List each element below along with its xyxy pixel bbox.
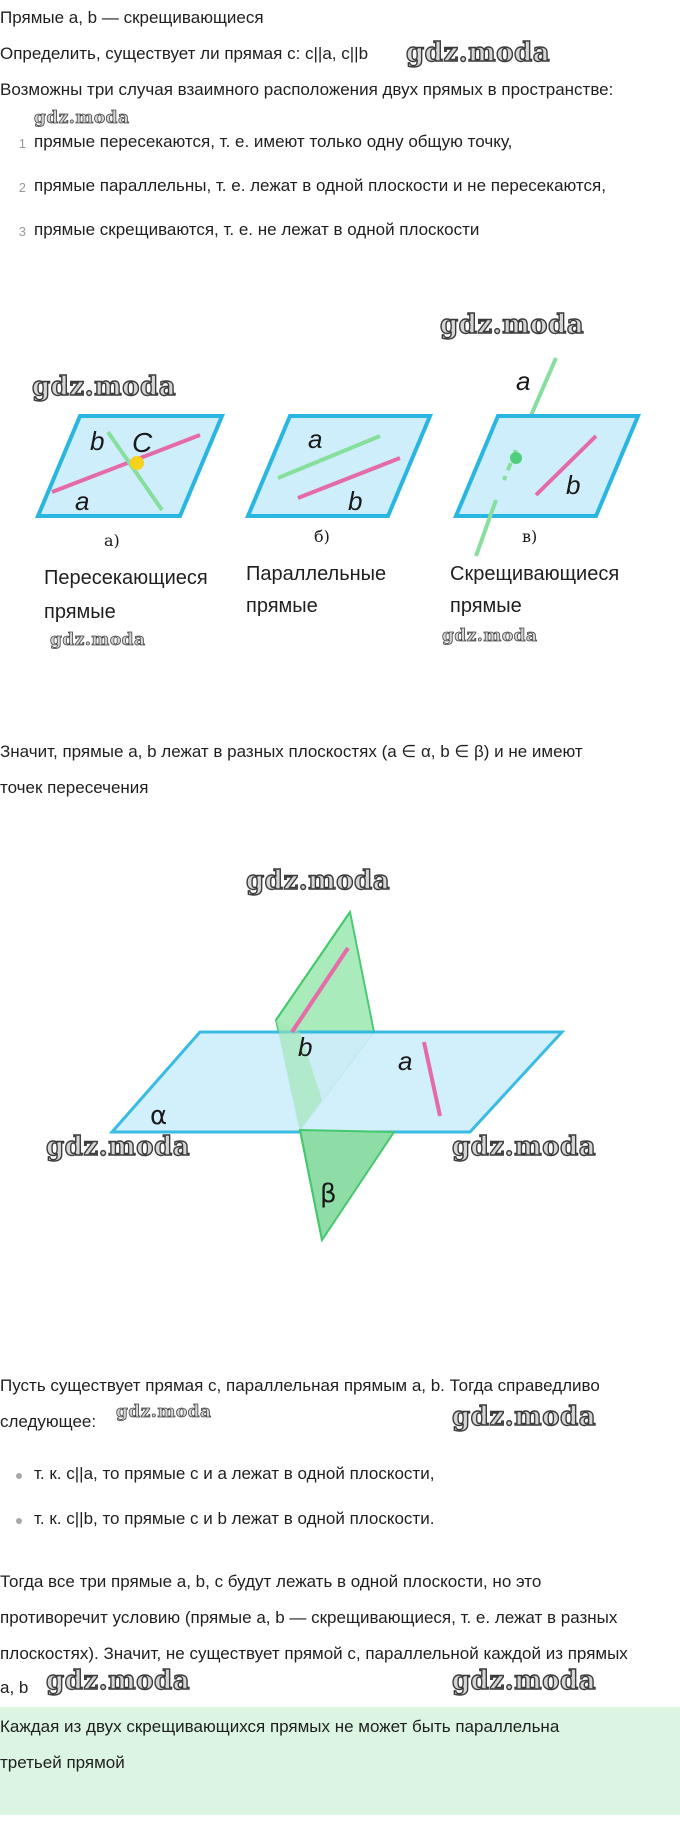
answer-highlight — [0, 1707, 680, 1815]
label-b: b — [90, 426, 105, 456]
watermark: gdz.moda — [452, 1666, 597, 1696]
caption-intersecting-1: Пересекающиеся — [44, 567, 208, 589]
bullet-dot — [16, 1473, 22, 1479]
case-number: 3 — [18, 224, 26, 239]
task-line: Определить, существует ли прямая c: c||a, c||b — [0, 44, 369, 63]
case-item: прямые скрещиваются, т. е. не лежат в одной плоскости — [34, 220, 480, 239]
watermark: gdz.moda — [442, 626, 538, 646]
case-number: 2 — [18, 180, 26, 195]
caption-skew-2: прямые — [450, 595, 522, 617]
plane-beta-lower — [300, 1130, 394, 1240]
intro-text: Возможны три случая взаимного расположения двух прямых в пространстве: — [0, 80, 614, 99]
label-b: b — [566, 470, 581, 500]
suppose-line-2: следующее: — [0, 1412, 97, 1431]
watermark: gdz.moda — [406, 38, 551, 68]
sublabel-c: в) — [522, 527, 538, 546]
label-b: b — [298, 1032, 313, 1062]
case-number: 1 — [18, 136, 26, 151]
watermark: gdz.moda — [452, 1402, 597, 1432]
answer-line-2: третьей прямой — [0, 1753, 125, 1772]
label-a: a — [75, 486, 90, 516]
case-item: прямые параллельны, т. е. лежат в одной плоскости и не пересекаются, — [34, 176, 606, 195]
bullet-dot — [16, 1518, 22, 1524]
watermark: gdz.moda — [32, 372, 177, 402]
label-a: a — [516, 366, 531, 396]
caption-parallel-2: прямые — [246, 595, 318, 617]
plane-alpha — [112, 1032, 562, 1132]
caption-intersecting-2: прямые — [44, 601, 116, 623]
watermark: gdz.moda — [46, 1132, 191, 1162]
watermark: gdz.moda — [34, 108, 130, 128]
conclusion-line-2: точек пересечения — [0, 778, 149, 797]
watermark: gdz.moda — [452, 1132, 597, 1162]
watermark: gdz.moda — [440, 310, 585, 340]
label-a: a — [308, 424, 323, 454]
sublabel-a: а) — [104, 531, 120, 550]
paragraph-line-2: противоречит условию (прямые a, b — скрещивающиеся, т. е. лежат в разных — [0, 1608, 618, 1627]
title-line: Прямые a, b — скрещивающиеся — [0, 8, 264, 27]
case-item: прямые пересекаются, т. е. имеют только одну общую точку, — [34, 132, 513, 151]
paragraph-line-4: a, b — [0, 1678, 29, 1697]
watermark: gdz.moda — [116, 1402, 212, 1422]
paragraph-line-1: Тогда все три прямые a, b, c будут лежать в одной плоскости, но это — [0, 1572, 542, 1591]
bullet-item: т. к. c||b, то прямые c и b лежат в одной плоскости. — [34, 1509, 435, 1528]
label-beta: β — [320, 1179, 337, 1209]
conclusion-line-1: Значит, прямые a, b лежат в разных плоскостях (a ∈ α, b ∈ β) и не имеют — [0, 742, 583, 761]
label-a: a — [398, 1046, 413, 1076]
watermark: gdz.moda — [46, 1666, 191, 1696]
label-alpha: α — [150, 1101, 168, 1131]
caption-skew-1: Скрещивающиеся — [450, 563, 620, 585]
watermark: gdz.moda — [50, 630, 146, 650]
bullet-item: т. к. c||a, то прямые c и a лежат в одной плоскости, — [34, 1464, 435, 1483]
watermark: gdz.moda — [246, 866, 391, 896]
caption-parallel-1: Параллельные — [246, 563, 387, 585]
paragraph-line-3: плоскостях). Значит, не существует прямой c, параллельной каждой из прямых — [0, 1644, 628, 1663]
label-b: b — [348, 486, 363, 516]
suppose-line-1: Пусть существует прямая c, параллельная прямым a, b. Тогда справедливо — [0, 1376, 600, 1395]
label-c: C — [132, 427, 153, 458]
sublabel-b: б) — [314, 527, 330, 546]
answer-line-1: Каждая из двух скрещивающихся прямых не может быть параллельна — [0, 1717, 560, 1736]
